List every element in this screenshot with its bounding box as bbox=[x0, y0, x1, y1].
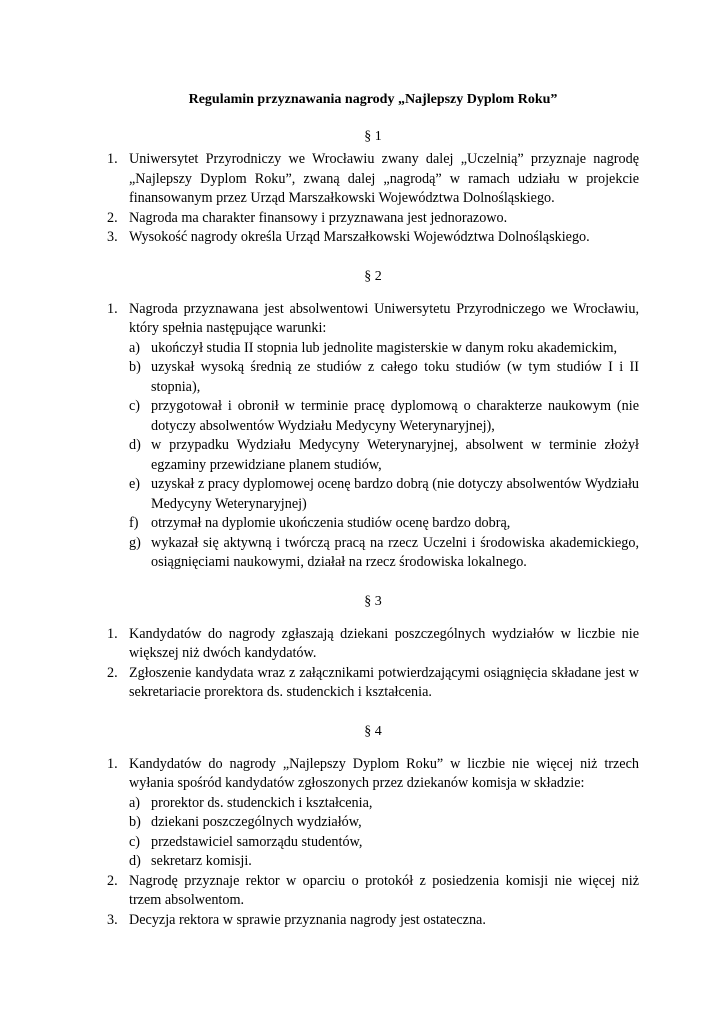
section-heading: § 1 bbox=[364, 129, 382, 144]
sub-item-marker: c) bbox=[129, 398, 141, 414]
sub-item-text: przygotował i obronił w terminie pracę dyplomową o charakterze naukowym (nie dotyczy absolwentów Wydziału Medycyny Weterynaryjnej), bbox=[151, 398, 639, 434]
list-item bbox=[107, 150, 639, 209]
item-text: Uniwersytet Przyrodniczy we Wrocławiu zwany dalej „Uczelnią” przyznaje nagrodę „Najlepszy Dyplom Roku”, zwaną dalej „nagrodą” w ramach udziału w projekcie finansowanym przez Urząd Marszałkowski Województwa Dolnośląskiego. bbox=[129, 151, 639, 206]
sub-list-item bbox=[129, 813, 639, 833]
sub-list-item bbox=[129, 514, 639, 534]
sub-item-text: prorektor ds. studenckich i kształcenia, bbox=[151, 794, 373, 811]
sub-list-item bbox=[129, 534, 639, 573]
item-marker: 2. bbox=[107, 872, 118, 889]
sub-list-item bbox=[129, 852, 639, 872]
sub-list-item bbox=[129, 475, 639, 514]
item-text: Nagroda przyznawana jest absolwentowi Uniwersytetu Przyrodniczego we Wrocławiu, który spełnia następujące warunki: bbox=[129, 300, 639, 336]
sub-list-item bbox=[129, 436, 639, 475]
sub-list-item bbox=[129, 397, 639, 436]
sub-item-text: dziekani poszczególnych wydziałów, bbox=[151, 814, 362, 830]
list-item bbox=[107, 755, 639, 872]
section-heading: § 3 bbox=[364, 593, 382, 609]
item-marker: 2. bbox=[107, 664, 118, 681]
sub-item-text: ukończył studia II stopnia lub jednolite magisterskie w danym roku akademickim, bbox=[151, 339, 618, 356]
sub-list-item bbox=[129, 833, 639, 853]
item-text: Nagroda ma charakter finansowy i przyznawana jest jednorazowo. bbox=[129, 209, 508, 226]
list-item bbox=[107, 209, 639, 229]
section-2 bbox=[107, 268, 639, 573]
section-heading: § 4 bbox=[364, 723, 382, 739]
sub-list bbox=[129, 794, 639, 872]
item-text: Nagrodę przyznaje rektor w oparciu o protokół z posiedzenia komisji nie więcej niż trzem absolwentom. bbox=[129, 872, 639, 908]
item-text: Zgłoszenie kandydata wraz z załącznikami potwierdzającymi osiągnięcia składane jest w sekretariacie prorektora ds. studenckich i kształcenia. bbox=[129, 664, 639, 700]
item-marker: 3. bbox=[107, 911, 118, 928]
item-marker: 3. bbox=[107, 229, 118, 245]
section-heading: § 2 bbox=[364, 268, 382, 284]
sub-item-marker: a) bbox=[129, 794, 141, 811]
sub-list-item bbox=[129, 339, 639, 359]
sub-item-marker: b) bbox=[129, 359, 141, 375]
item-marker: 1. bbox=[107, 300, 118, 317]
sub-item-marker: b) bbox=[129, 814, 141, 830]
sub-list-item bbox=[129, 358, 639, 397]
sub-item-marker: c) bbox=[129, 833, 141, 850]
list-item bbox=[107, 911, 639, 931]
item-text: Kandydatów do nagrody „Najlepszy Dyplom Roku” w liczbie nie więcej niż trzech wyłania spośród kandydatów zgłoszonych przez dziekanów komisja w składzie: bbox=[129, 755, 639, 791]
sub-item-marker: d) bbox=[129, 853, 141, 869]
list-item bbox=[107, 625, 639, 664]
sub-item-marker: a) bbox=[129, 339, 141, 356]
section-3-list bbox=[107, 625, 639, 703]
sub-item-text: uzyskał wysoką średnią ze studiów z całego toku studiów (w tym studiów I i II stopnia), bbox=[151, 359, 639, 395]
item-text: Decyzja rektora w sprawie przyznania nagrody jest ostateczna. bbox=[129, 911, 486, 928]
sub-item-text: otrzymał na dyplomie ukończenia studiów ocenę bardzo dobrą, bbox=[151, 515, 511, 531]
section-4 bbox=[107, 723, 639, 931]
item-marker: 1. bbox=[107, 625, 118, 642]
item-text: Kandydatów do nagrody zgłaszają dziekani poszczególnych wydziałów w liczbie nie większej niż dwóch kandydatów. bbox=[129, 625, 639, 661]
sub-item-text: przedstawiciel samorządu studentów, bbox=[151, 833, 363, 850]
item-text: Wysokość nagrody określa Urząd Marszałkowski Województwa Dolnośląskiego. bbox=[129, 229, 590, 245]
sub-item-marker: f) bbox=[129, 515, 139, 531]
item-marker: 2. bbox=[107, 209, 118, 226]
sub-item-marker: e) bbox=[129, 476, 141, 492]
sub-item-text: w przypadku Wydziału Medycyny Weterynaryjnej, absolwent w terminie złożył egzaminy przewidziane planem studiów, bbox=[151, 437, 639, 473]
section-4-list bbox=[107, 755, 639, 931]
section-2-list bbox=[107, 300, 639, 573]
sub-item-marker: d) bbox=[129, 437, 141, 453]
list-item bbox=[107, 872, 639, 911]
sub-list bbox=[129, 339, 639, 573]
list-item bbox=[107, 664, 639, 703]
sub-item-marker: g) bbox=[129, 534, 141, 551]
section-1 bbox=[107, 128, 639, 248]
document-title: Regulamin przyznawania nagrody „Najlepszy Dyplom Roku” bbox=[188, 92, 558, 107]
sub-item-text: sekretarz komisji. bbox=[151, 853, 252, 869]
item-marker: 1. bbox=[107, 151, 118, 167]
section-1-list bbox=[107, 150, 639, 248]
sub-item-text: wykazał się aktywną i twórczą pracą na rzecz Uczelni i środowiska akademickiego, osiągnięciami naukowymi, działał na rzecz środowiska lokalnego. bbox=[151, 534, 639, 570]
list-item bbox=[107, 228, 639, 248]
section-3 bbox=[107, 593, 639, 703]
sub-item-text: uzyskał z pracy dyplomowej ocenę bardzo dobrą (nie dotyczy absolwentów Wydziału Medycyny Weterynaryjnej) bbox=[151, 476, 639, 512]
list-item bbox=[107, 300, 639, 573]
sub-list-item bbox=[129, 794, 639, 814]
item-marker: 1. bbox=[107, 755, 118, 772]
